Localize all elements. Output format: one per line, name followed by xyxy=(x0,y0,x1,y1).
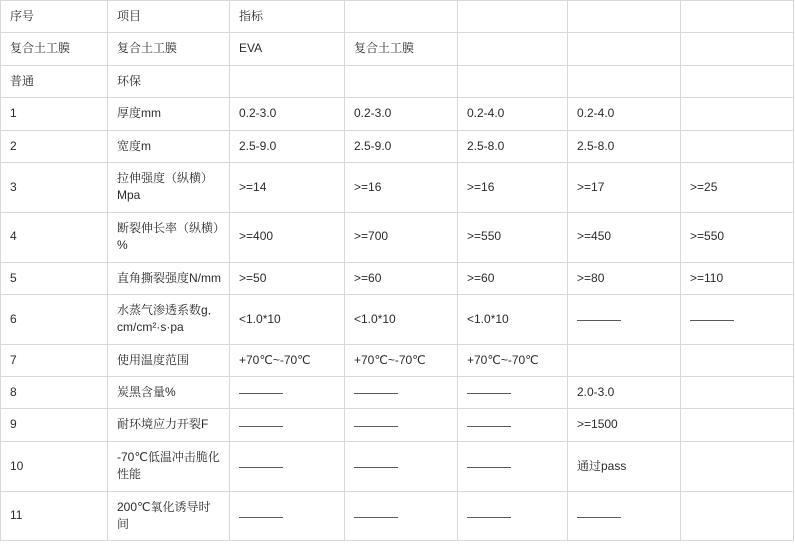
dash-placeholder xyxy=(239,426,283,427)
table-cell xyxy=(108,65,230,97)
cell-text: 环保 xyxy=(117,73,142,88)
table-cell xyxy=(568,294,681,344)
dash-placeholder xyxy=(467,467,511,468)
table-cell xyxy=(458,65,568,97)
table-cell xyxy=(568,409,681,441)
table-cell xyxy=(1,130,108,162)
cell-text: 水蒸气渗透系数g．cm/cm²·s·pa xyxy=(117,302,220,335)
cell-text: 2.5-9.0 xyxy=(239,138,277,153)
cell-text: 5 xyxy=(10,270,17,285)
cell-text: 4 xyxy=(10,229,17,244)
cell-text: 2.5-8.0 xyxy=(467,138,505,153)
cell-text: 复合土工膜 xyxy=(117,41,178,56)
table-cell xyxy=(230,1,345,33)
table-cell xyxy=(108,294,230,344)
table-cell xyxy=(108,212,230,262)
table-cell xyxy=(230,65,345,97)
table-body xyxy=(1,1,794,541)
table-cell xyxy=(568,491,681,541)
table-row xyxy=(1,212,794,262)
table-cell xyxy=(230,130,345,162)
cell-text: 宽度m xyxy=(117,138,151,153)
table-cell xyxy=(1,65,108,97)
table-cell xyxy=(108,98,230,130)
table-row xyxy=(1,344,794,376)
table-cell xyxy=(108,262,230,294)
table-cell xyxy=(345,491,458,541)
cell-text: <1.0*10 xyxy=(467,311,509,326)
table-cell xyxy=(108,344,230,376)
table-cell xyxy=(681,262,794,294)
dash-placeholder xyxy=(239,393,283,394)
table-cell xyxy=(1,262,108,294)
table-cell xyxy=(568,1,681,33)
cell-text: +70℃~-70℃ xyxy=(354,352,426,367)
table-cell xyxy=(568,33,681,65)
cell-text: 复合土工膜 xyxy=(10,41,71,56)
table-cell xyxy=(230,377,345,409)
table-cell xyxy=(1,162,108,212)
table-row xyxy=(1,377,794,409)
table-cell xyxy=(681,294,794,344)
cell-text: >=60 xyxy=(354,270,382,285)
cell-text: 普通 xyxy=(10,73,35,88)
table-row xyxy=(1,294,794,344)
table-cell xyxy=(345,130,458,162)
table-cell xyxy=(568,377,681,409)
table-cell xyxy=(458,344,568,376)
table-cell xyxy=(458,377,568,409)
cell-text: 断裂伸长率（纵横）% xyxy=(117,220,220,253)
cell-text: 10 xyxy=(10,458,24,473)
cell-text: >=550 xyxy=(467,229,502,244)
table-cell xyxy=(108,162,230,212)
table-cell xyxy=(681,344,794,376)
cell-text: >=16 xyxy=(467,179,495,194)
table-cell xyxy=(345,377,458,409)
cell-text: 直角撕裂强度N/mm xyxy=(117,270,221,285)
table-cell xyxy=(568,344,681,376)
table-cell xyxy=(458,33,568,65)
table-cell xyxy=(568,262,681,294)
cell-text: 指标 xyxy=(239,9,264,23)
table-cell xyxy=(458,409,568,441)
table-cell xyxy=(681,441,794,491)
cell-text: +70℃~-70℃ xyxy=(467,352,539,367)
dash-placeholder xyxy=(467,517,511,518)
table-cell xyxy=(230,294,345,344)
table-cell xyxy=(681,33,794,65)
table-cell xyxy=(681,130,794,162)
cell-text: 厚度mm xyxy=(117,106,161,121)
dash-placeholder xyxy=(467,426,511,427)
table-cell xyxy=(1,212,108,262)
table-cell xyxy=(458,294,568,344)
cell-text: >=400 xyxy=(239,229,274,244)
cell-text: 0.2-3.0 xyxy=(354,106,392,121)
cell-text: >=14 xyxy=(239,179,267,194)
table-row xyxy=(1,162,794,212)
cell-text: 使用温度范围 xyxy=(117,352,190,367)
table-cell xyxy=(1,98,108,130)
dash-placeholder xyxy=(577,517,621,518)
table-cell xyxy=(108,441,230,491)
cell-text: 7 xyxy=(10,352,17,367)
table-cell xyxy=(568,162,681,212)
table-cell xyxy=(1,377,108,409)
table-row xyxy=(1,65,794,97)
cell-text: >=80 xyxy=(577,270,605,285)
table-cell xyxy=(108,409,230,441)
table-cell xyxy=(230,262,345,294)
cell-text: 1 xyxy=(10,106,17,121)
table-cell xyxy=(230,33,345,65)
table-cell xyxy=(345,162,458,212)
table-cell xyxy=(230,162,345,212)
cell-text: EVA xyxy=(239,41,263,56)
table-cell xyxy=(108,1,230,33)
table-cell xyxy=(345,262,458,294)
dash-placeholder xyxy=(239,467,283,468)
table-cell xyxy=(681,65,794,97)
cell-text: >=50 xyxy=(239,270,267,285)
cell-text: +70℃~-70℃ xyxy=(239,352,311,367)
table-cell xyxy=(345,1,458,33)
table-cell xyxy=(230,491,345,541)
table-cell xyxy=(681,409,794,441)
cell-text: >=700 xyxy=(354,229,389,244)
table-cell xyxy=(568,130,681,162)
cell-text: 2.5-9.0 xyxy=(354,138,392,153)
cell-text: >=17 xyxy=(577,179,605,194)
cell-text: 8 xyxy=(10,385,17,400)
cell-text: 序号 xyxy=(10,9,35,23)
table-cell xyxy=(568,98,681,130)
table-cell xyxy=(458,130,568,162)
cell-text: 200℃氧化诱导时间 xyxy=(117,499,211,532)
table-cell xyxy=(681,1,794,33)
dash-placeholder xyxy=(354,426,398,427)
dash-placeholder xyxy=(354,467,398,468)
cell-text: >=60 xyxy=(467,270,495,285)
cell-text: 11 xyxy=(10,508,23,523)
table-cell xyxy=(681,377,794,409)
dash-placeholder xyxy=(354,517,398,518)
table-cell xyxy=(681,491,794,541)
table-cell xyxy=(230,212,345,262)
table-row xyxy=(1,98,794,130)
table-cell xyxy=(458,162,568,212)
cell-text: 6 xyxy=(10,311,17,326)
table-cell xyxy=(568,65,681,97)
table-cell xyxy=(345,344,458,376)
cell-text: >=450 xyxy=(577,229,612,244)
table-row xyxy=(1,33,794,65)
table-cell xyxy=(230,344,345,376)
cell-text: <1.0*10 xyxy=(354,311,396,326)
table-cell xyxy=(458,441,568,491)
table-cell xyxy=(1,33,108,65)
table-cell xyxy=(345,294,458,344)
table-row xyxy=(1,130,794,162)
cell-text: >=1500 xyxy=(577,417,618,432)
table-cell xyxy=(1,441,108,491)
table-cell xyxy=(458,212,568,262)
table-cell xyxy=(345,33,458,65)
table-cell xyxy=(108,491,230,541)
cell-text: 0.2-3.0 xyxy=(239,106,277,121)
cell-text: 0.2-4.0 xyxy=(467,106,505,121)
dash-placeholder xyxy=(239,517,283,518)
table-cell xyxy=(458,98,568,130)
cell-text: -70℃低温冲击脆化性能 xyxy=(117,449,220,482)
table-cell xyxy=(1,409,108,441)
table-cell xyxy=(568,441,681,491)
table-cell xyxy=(1,294,108,344)
table-cell xyxy=(1,344,108,376)
table-cell xyxy=(681,162,794,212)
table-cell xyxy=(568,212,681,262)
cell-text: 通过pass xyxy=(577,458,627,473)
table-row xyxy=(1,491,794,541)
cell-text: >=16 xyxy=(354,179,382,194)
cell-text: 拉伸强度（纵横）Mpa xyxy=(117,170,214,203)
cell-text: <1.0*10 xyxy=(239,311,281,326)
table-cell xyxy=(1,1,108,33)
table-cell xyxy=(108,377,230,409)
table-cell xyxy=(345,441,458,491)
table-row xyxy=(1,262,794,294)
dash-placeholder xyxy=(690,320,734,321)
cell-text: 3 xyxy=(10,179,17,194)
table-cell xyxy=(345,409,458,441)
table-cell xyxy=(458,491,568,541)
table-cell xyxy=(1,491,108,541)
table-row xyxy=(1,441,794,491)
dash-placeholder xyxy=(577,320,621,321)
table-row xyxy=(1,1,794,33)
table-cell xyxy=(230,98,345,130)
table-cell xyxy=(345,212,458,262)
table-cell xyxy=(230,441,345,491)
cell-text: >=25 xyxy=(690,179,718,194)
cell-text: 0.2-4.0 xyxy=(577,106,615,121)
cell-text: 耐环境应力开裂F xyxy=(117,417,209,432)
table-cell xyxy=(108,33,230,65)
table-cell xyxy=(681,212,794,262)
table-cell xyxy=(345,65,458,97)
table-cell xyxy=(681,98,794,130)
cell-text: >=110 xyxy=(690,270,724,285)
dash-placeholder xyxy=(354,393,398,394)
cell-text: 2.5-8.0 xyxy=(577,138,615,153)
table-cell xyxy=(458,262,568,294)
table-cell xyxy=(230,409,345,441)
table-cell xyxy=(458,1,568,33)
dash-placeholder xyxy=(467,393,511,394)
cell-text: 2.0-3.0 xyxy=(577,385,615,400)
cell-text: 9 xyxy=(10,417,17,432)
cell-text: >=550 xyxy=(690,229,725,244)
table-cell xyxy=(345,98,458,130)
cell-text: 炭黑含量% xyxy=(117,385,176,400)
table-cell xyxy=(108,130,230,162)
cell-text: 复合土工膜 xyxy=(354,41,415,56)
table-row xyxy=(1,409,794,441)
cell-text: 2 xyxy=(10,138,17,153)
cell-text: 项目 xyxy=(117,9,142,23)
